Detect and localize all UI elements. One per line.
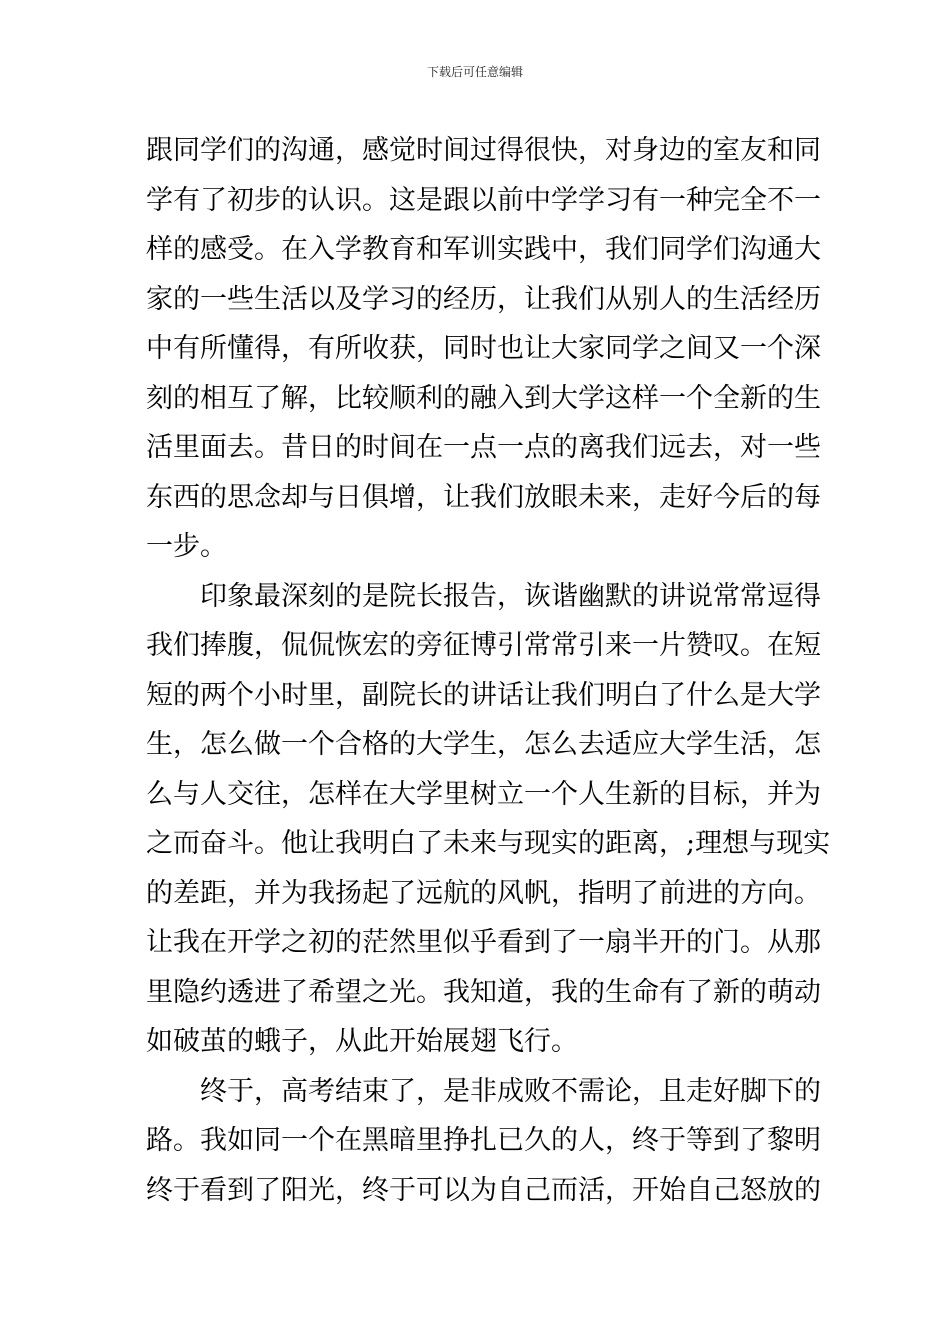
text-line: 跟同学们的沟通，感觉时间过得很快，对身边的室友和同 [146, 135, 821, 166]
text-line: 让我在开学之初的茫然里似乎看到了一扇半开的门。从那 [146, 927, 821, 958]
text-line: 之而奋斗。他让我明白了未来与现实的距离，;理想与现实 [146, 828, 831, 859]
document-body [146, 126, 831, 1215]
text-line: 印象最深刻的是院长报告，诙谐幽默的讲说常常逗得 [200, 580, 821, 612]
text-line: 生，怎么做一个合格的大学生，怎么去适应大学生活，怎 [146, 729, 821, 760]
text-line: 中有所懂得，有所收获，同时也让大家同学之间又一个深 [146, 333, 821, 364]
text-line: 路。我如同一个在黑暗里挣扎已久的人，终于等到了黎明 [146, 1125, 821, 1156]
text-line: 学有了初步的认识。这是跟以前中学学习有一种完全不一 [146, 184, 821, 216]
text-line: 样的感受。在入学教育和军训实践中，我们同学们沟通大 [146, 234, 821, 265]
text-line: 东西的思念却与日俱增，让我们放眼未来，走好今后的每 [146, 481, 821, 513]
text-line: 家的一些生活以及学习的经历，让我们从别人的生活经历 [146, 283, 821, 315]
text-line: 一步。 [146, 531, 227, 562]
text-line: 终于看到了阳光，终于可以为自己而活，开始自己怒放的 [146, 1174, 821, 1206]
text-line: 刻的相互了解，比较顺利的融入到大学这样一个全新的生 [146, 382, 821, 414]
page-header: 下载后可任意编辑 [426, 65, 523, 79]
paragraph-3 [146, 1067, 821, 1216]
text-line: 如破茧的蛾子，从此开始展翅飞行。 [146, 1026, 578, 1057]
paragraph-1 [146, 126, 821, 572]
text-line: 终于，高考结束了，是非成败不需论，且走好脚下的 [200, 1075, 821, 1107]
text-line: 里隐约透进了希望之光。我知道，我的生命有了新的萌动 [146, 976, 821, 1008]
text-line: 活里面去。昔日的时间在一点一点的离我们远去，对一些 [146, 432, 821, 463]
text-line: 我们捧腹，侃侃恢宏的旁征博引常常引来一片赞叹。在短 [146, 630, 821, 661]
text-line: 短的两个小时里，副院长的讲话让我们明白了什么是大学 [146, 679, 821, 711]
text-line: 的差距，并为我扬起了远航的风帆，指明了前进的方向。 [146, 877, 821, 909]
paragraph-2 [146, 572, 831, 1067]
text-line: 么与人交往，怎样在大学里树立一个人生新的目标，并为 [146, 778, 821, 810]
